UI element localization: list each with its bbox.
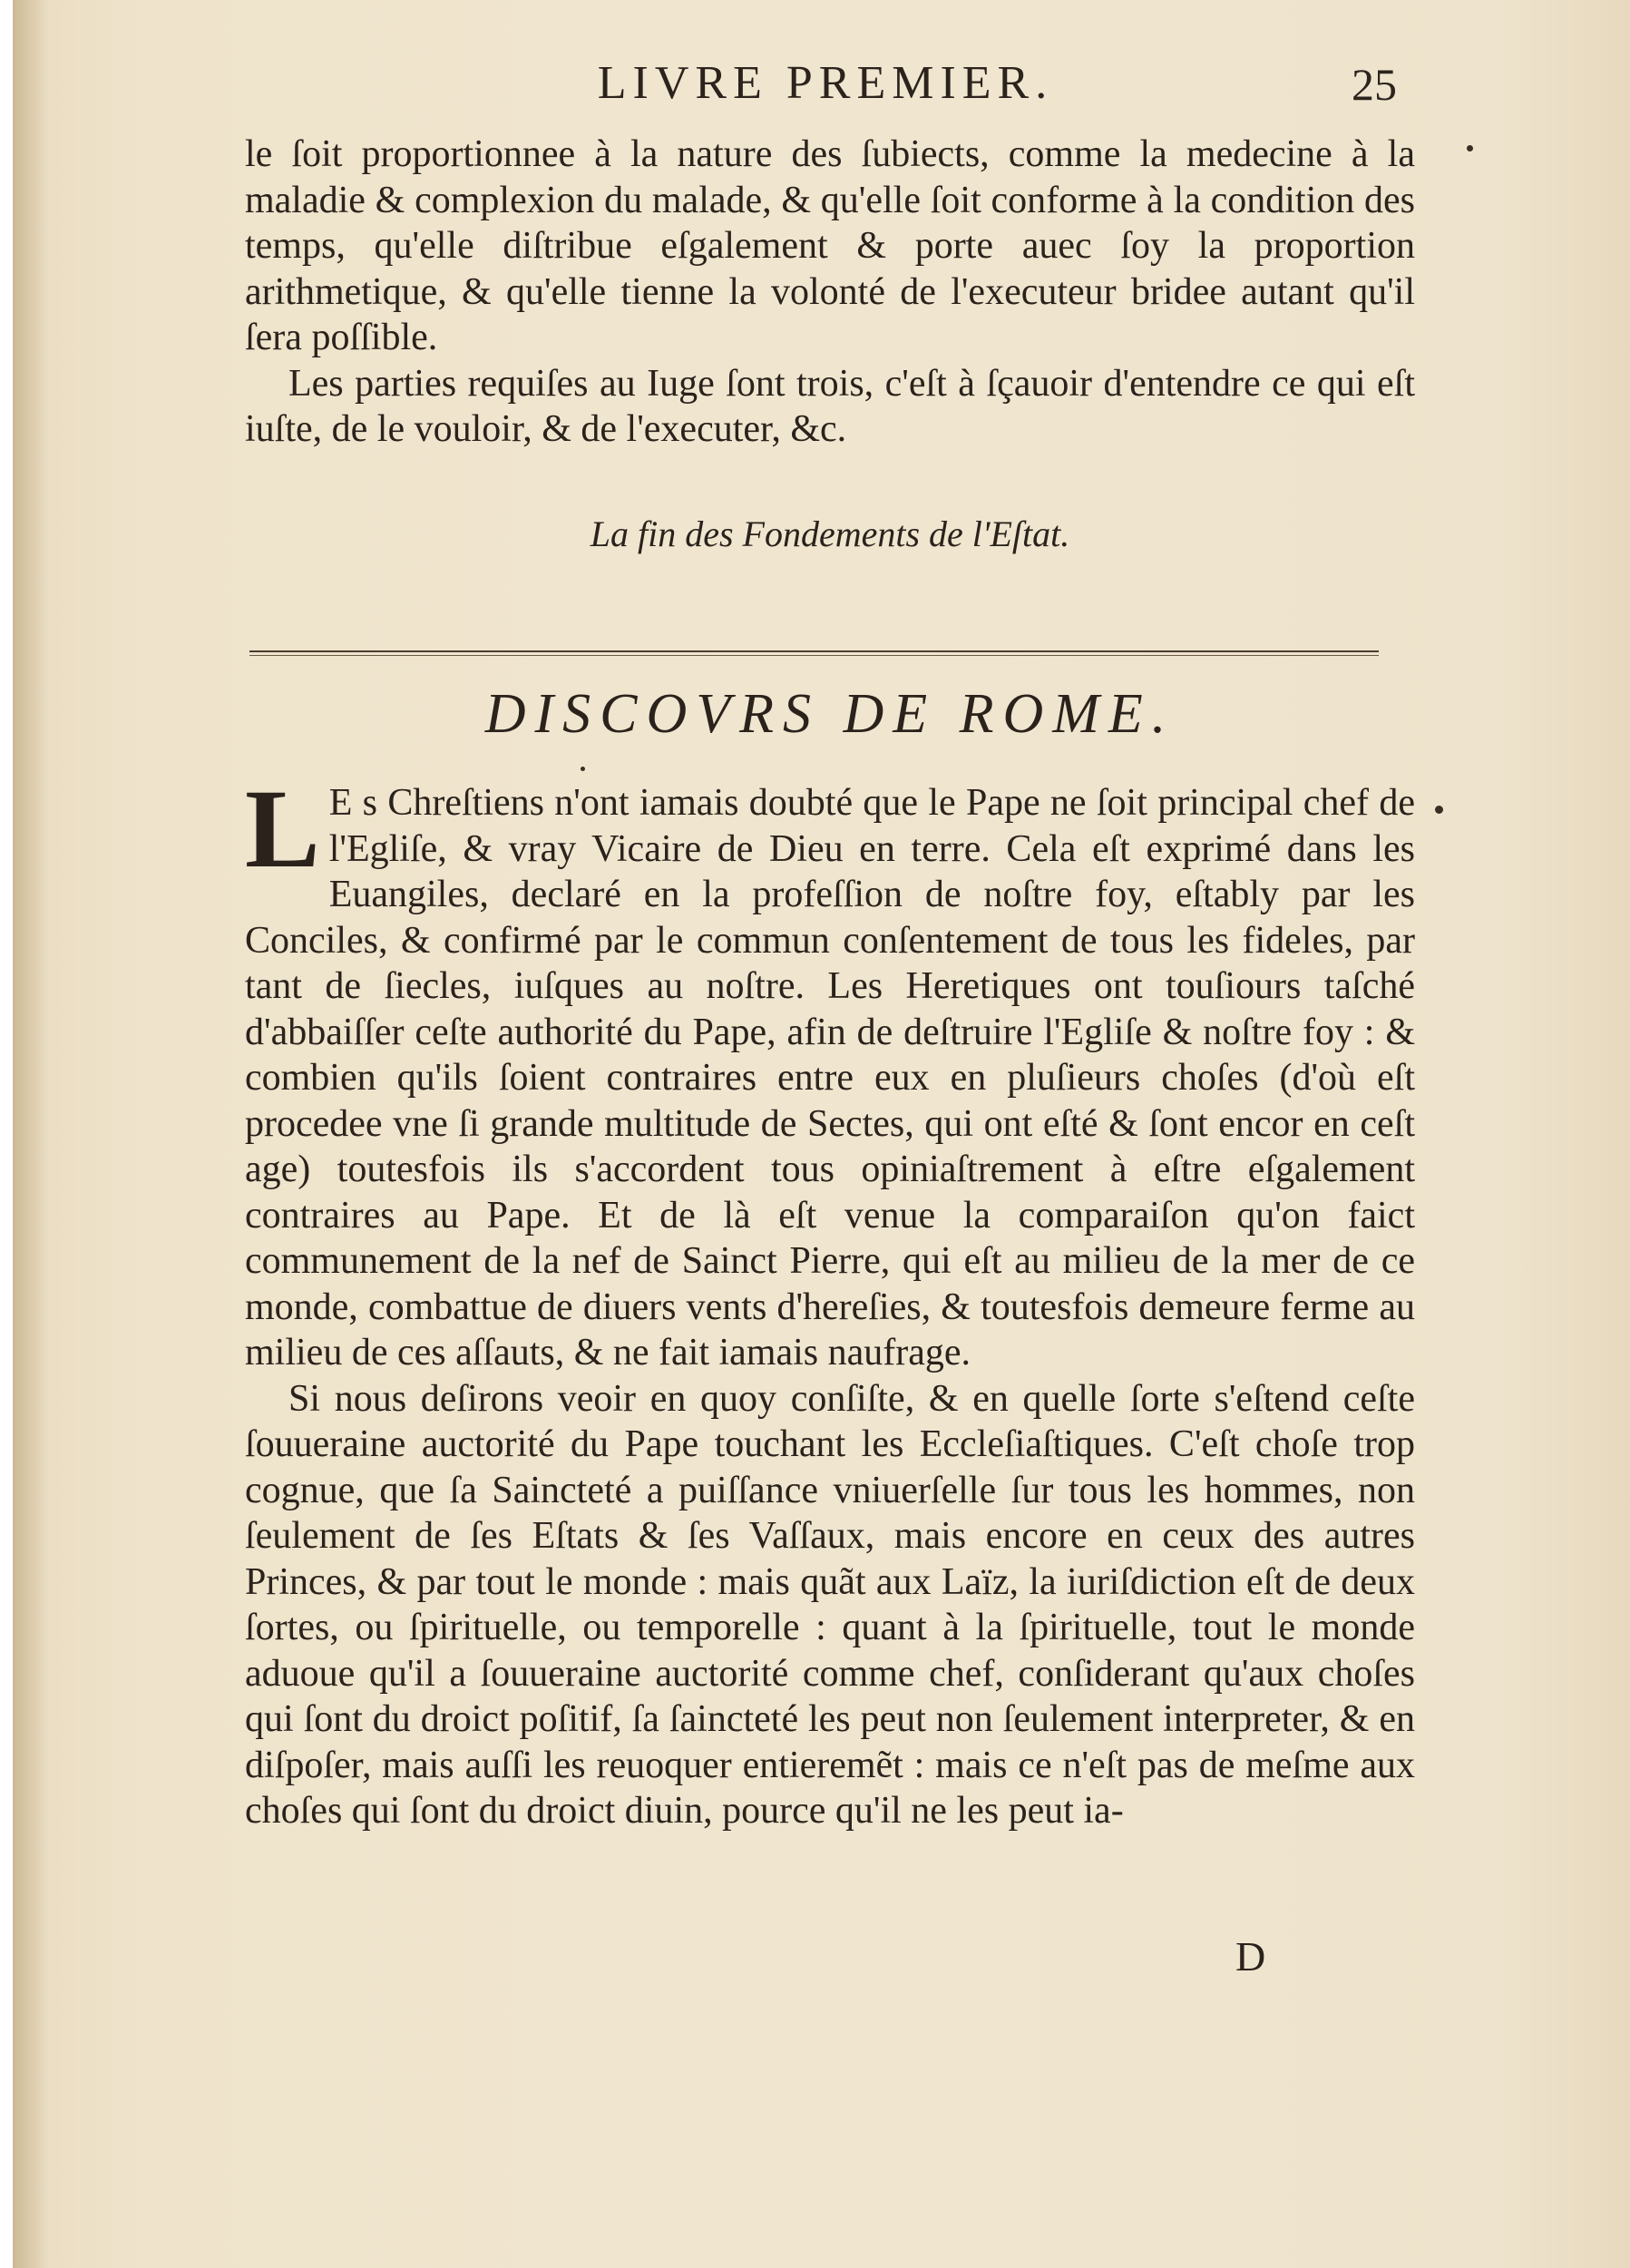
- running-head: LIVRE PREMIER.: [597, 57, 1054, 109]
- catchword: D: [1235, 1933, 1266, 1980]
- page-number: 25: [1352, 59, 1397, 110]
- paragraph-text: E s Chreſtiens n'ont iamais doubté que le Pape ne ſoit principal chef de l'Egliſe, & vray Vicaire de Dieu en terre. Cela eſt exprimé dans les Euangiles, declaré en la profeſſion de noſtre foy, eſtably par les Conciles, & confirmé par le commun conſentement de tous les fideles, par tant de ſiecles, iuſques au noſtre. Les Heretiques ont touſiours taſché d'abbaiſſer ceſte authorité du Pape, afin de deſtruire l'Egliſe & noſtre foy : & combien qu'ils ſoient contraires entre eux en pluſieurs choſes (d'où eſt procedee vne ſi grande multitude de Sectes, qui ont eſté & ſont encor en ceſt age) toutesfois ils s'accordent tous opiniaſtrement à eſtre eſgalement contraires au Pape. Et de là eſt venue la comparaiſon qu'on faict communement de la nef de Sainct Pierre, qui eſt au milieu de la mer de ce monde, combattue de diuers vents d'hereſies, & toutesfois demeure ferme au milieu de ces aſſauts, & ne fait iamais naufrage.: [245, 782, 1415, 1374]
- discourse-text: [245, 767, 1415, 1834]
- ink-spot: [1435, 806, 1443, 814]
- ink-spot: [1467, 145, 1473, 152]
- paragraph: le ſoit proportionnee à la nature des ſubiects, comme la medecine à la maladie & complexion du malade, & qu'elle ſoit conforme à la condition des temps, qu'elle diſtribue eſgalement & porte auec ſoy la proportion arithmetique, & qu'elle tienne la volonté de l'executeur bridee autant qu'il ſera poſſible.: [245, 133, 1415, 358]
- paragraph: Si nous deſirons veoir en quoy conſiſte, & en quelle ſorte s'eſtend ceſte ſouueraine auctorité du Pape touchant les Eccleſiaſtiques. C'eſt choſe trop cognue, que ſa Saincteté a puiſſance vniuerſelle ſur tous les hommes, non ſeulement de ſes Eſtats & ſes Vaſſaux, mais encore en ceux des autres Princes, & par tout le monde : mais quãt aux Laïz, la iuriſdiction eſt de deux ſortes, ou ſpirituelle, ou temporelle : quant à la ſpirituelle, tout le monde aduoue qu'il a ſouueraine auctorité comme chef, conſiderant qu'aux choſes qui ſont du droict poſitif, ſa ſaincteté les peut non ſeulement interpreter, & en diſpoſer, mais auſſi les reuoquer entieremẽt : mais ce n'eſt pas de meſme aux choſes qui ſont du droict diuin, pource qu'il ne les peut ia-: [245, 1377, 1415, 1832]
- section-divider-rule: [249, 650, 1379, 656]
- previous-section-text: [245, 132, 1415, 453]
- ink-spot: [581, 767, 585, 771]
- paragraph: Les parties requiſes au Iuge ſont trois, c'eſt à ſçauoir d'entendre ce qui eſt iuſte, de le vouloir, & de l'executer, &c.: [245, 362, 1415, 450]
- binding-gutter: [13, 0, 49, 2268]
- section-closing-line: La fin des Fondements de l'Eſtat.: [590, 513, 1070, 554]
- drop-capital: L: [245, 767, 320, 891]
- paragraph: [245, 767, 1415, 1376]
- section-title: DISCOVRS DE ROME.: [484, 683, 1176, 745]
